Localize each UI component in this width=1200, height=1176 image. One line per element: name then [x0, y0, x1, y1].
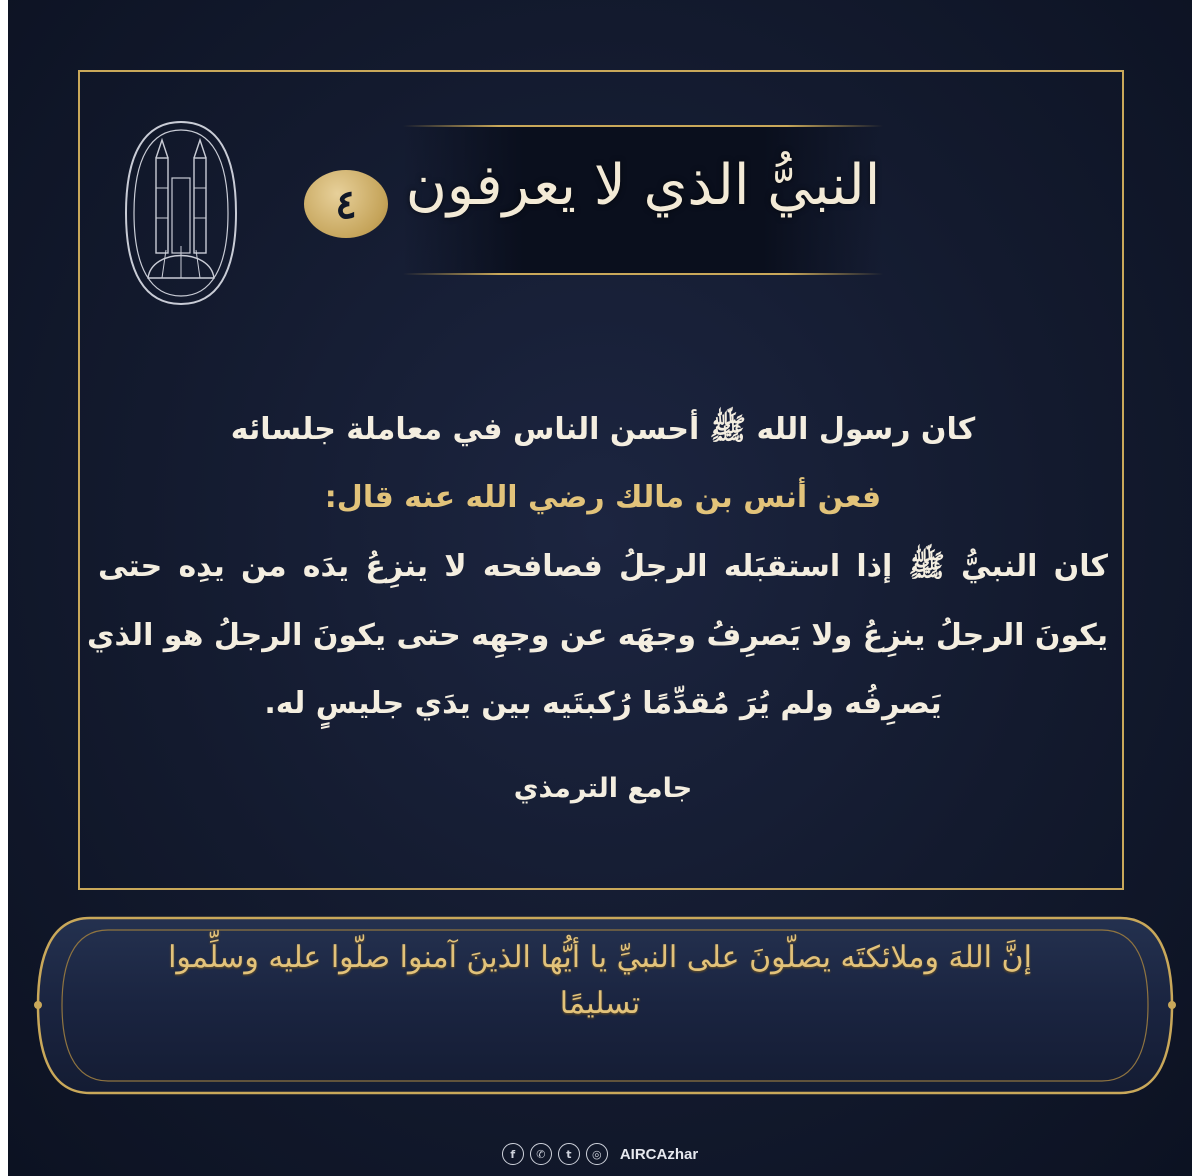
narrator-line: فعن أنس بن مالك رضي الله عنه قال:: [324, 480, 882, 515]
hadith-line-3: يَصرِفُه ولم يُرَ مُقدِّمًا رُكبتَيه بين يدَي جليسٍ له.: [264, 686, 942, 721]
hadith-line-1: كان النبيُّ ﷺ إذا استقبَله الرجلُ فصافحه لا ينزِعُ يدَه من يدِه حتى: [98, 549, 1108, 584]
social-footer: [8, 1140, 1192, 1168]
page-title: النبيُّ الذي لا يعرفون: [405, 153, 881, 218]
episode-number-badge: ٤: [304, 170, 388, 238]
twitter-icon[interactable]: t: [558, 1143, 580, 1165]
whatsapp-icon[interactable]: ✆: [530, 1143, 552, 1165]
azhar-emblem-icon: [122, 118, 240, 308]
hadith-line-2: يكونَ الرجلُ ينزِعُ ولا يَصرِفُ وجهَه عن وجهِه حتى يكونَ الرجلُ هو الذي: [86, 618, 1108, 653]
instagram-icon[interactable]: ◎: [586, 1143, 608, 1165]
title-rule-bottom: [403, 273, 883, 275]
title-plaque: [403, 125, 883, 275]
source-line: جامع الترمذي: [513, 773, 693, 804]
intro-line: كان رسول الله ﷺ أحسن الناس في معاملة جلسائه: [230, 412, 976, 447]
facebook-icon[interactable]: f: [502, 1143, 524, 1165]
poster: [8, 0, 1192, 1176]
ayah-text: إنَّ اللهَ وملائكتَه يصلّونَ على النبيِّ يا أيُّها الذينَ آمنوا صلّوا عليه وسلِّموا تسليمًا: [168, 940, 1032, 1021]
title-rule-top: [403, 125, 883, 127]
social-handle[interactable]: AIRCAzhar: [619, 1145, 699, 1163]
